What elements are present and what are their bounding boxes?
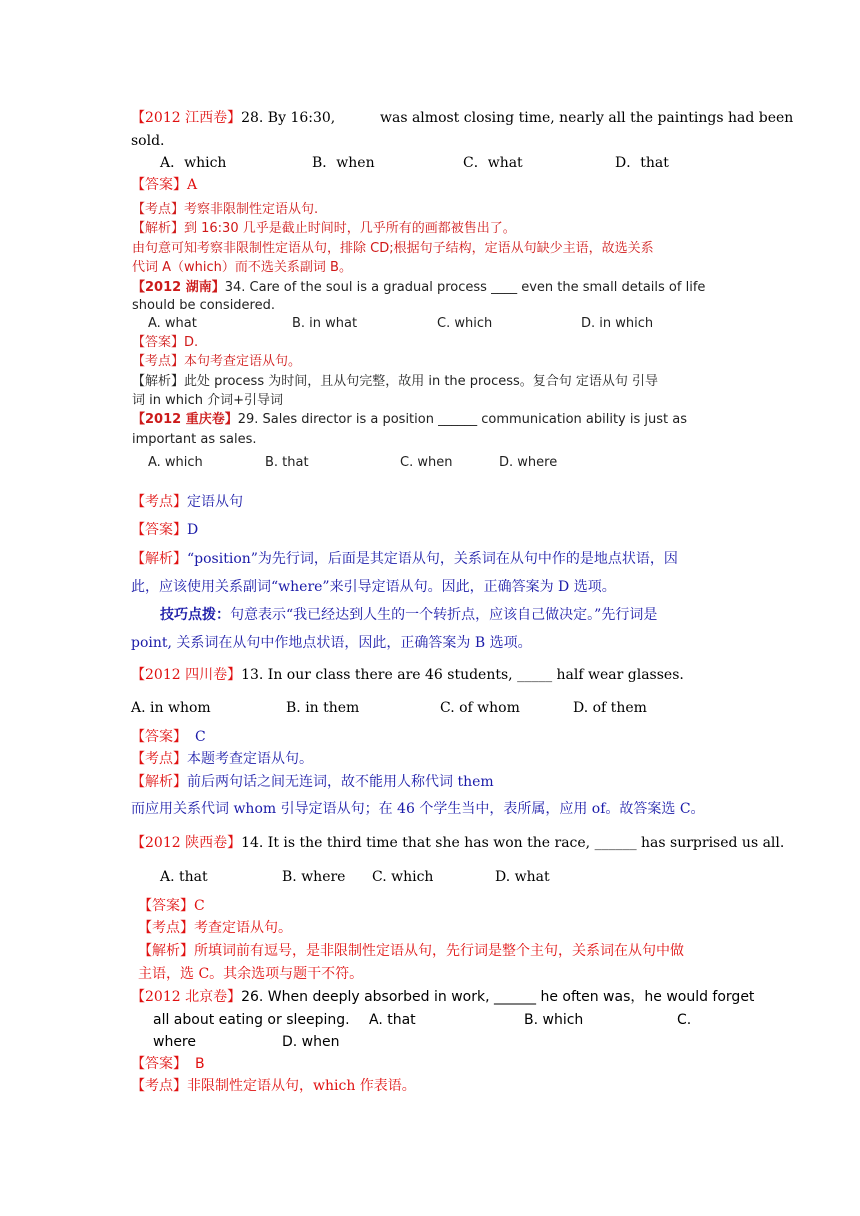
answer-label: 【答案】A (131, 177, 198, 193)
scan-chongqing-stem-cont: important as sales. (132, 432, 257, 447)
option-c: C. which (372, 869, 434, 885)
kaodian-tag: 【考点】 (131, 494, 187, 510)
q13-jiexi-cont: 而应用关系代词 whom 引导定语从句；在 46 个学生当中，表所属，应用 of。故答案选 C。 (131, 801, 705, 817)
option-d: D. when (282, 1034, 340, 1050)
scan-option-a: A. which (148, 455, 203, 470)
q14-jiexi: 【解析】所填词前有逗号，是非限制性定语从句，先行词是整个主句，关系词在从句中做 (138, 943, 684, 959)
question-28-stem (131, 109, 335, 127)
answer-tag: 【答案】 (131, 522, 187, 538)
scan-chongqing-stem (132, 411, 687, 429)
q13-jiexi (131, 773, 494, 791)
question-14-stem (131, 834, 784, 852)
q26-answer (131, 1055, 205, 1073)
option-b: B．when (312, 155, 375, 171)
scan-kaodian-2: 【考点】本句考查定语从句。 (132, 354, 302, 369)
option-d: D．that (615, 155, 669, 171)
stem-text: 29. Sales director is a position ______ communication ability is just as (237, 412, 687, 427)
tip-text: 句意表示“我已经达到人生的一个转折点，应该自己做决定。”先行词是 (230, 607, 658, 623)
option-d: D. of them (573, 700, 647, 716)
scan-option-a: A. what (148, 316, 197, 331)
source-tag: 【2012 北京卷】 (131, 989, 242, 1005)
answer-tag: 【答案】 (131, 729, 187, 745)
scanned-image-block (130, 196, 730, 478)
question-26-stem-cont: all about eating or sleeping. (153, 1012, 350, 1028)
answer-text: C (195, 729, 206, 745)
scan-option-d: D. in which (581, 316, 654, 331)
q13-answer (131, 728, 206, 746)
source-tag: 【2012 四川卷】 (131, 667, 242, 683)
scan-jiexi-line2: 由句意可知考察非限制性定语从句，排除 CD;根据句子结构，定语从句缺少主语，故选关系 (132, 241, 654, 256)
q29-answer (131, 521, 198, 539)
option-b: B. where (282, 869, 346, 885)
option-a: A. in whom (131, 700, 211, 716)
scan-jiexi: 【解析】到 16:30 几乎是截止时间时，几乎所有的画都被售出了。 (132, 221, 516, 236)
q14-jiexi-cont: 主语，选 C。其余选项与题干不符。 (138, 966, 364, 982)
kaodian-text: 本题考查定语从句。 (187, 751, 313, 767)
scan-option-b: B. in what (292, 316, 358, 331)
tip-tag: 技巧点拨： (160, 607, 230, 623)
scan-option-c: C. which (437, 316, 493, 331)
option-d: D. what (495, 869, 550, 885)
stem-part: 28. By 16:30, (241, 110, 336, 126)
kaodian-text: 定语从句 (187, 494, 243, 510)
question-26-stem (131, 988, 754, 1006)
stem-text: 26. When deeply absorbed in work, ______ he often was，he would forget (241, 989, 755, 1005)
q13-kaodian (131, 750, 313, 768)
question-28-stem-end: sold. (131, 133, 165, 149)
question-28-stem-cont: was almost closing time, nearly all the paintings had been (380, 110, 794, 126)
option-c: C. (677, 1012, 692, 1028)
q26-kaodian: 【考点】非限制性定语从句，which 作表语。 (131, 1078, 416, 1094)
stem-text: 34. Care of the soul is a gradual process ____ even the small details of life (224, 280, 706, 295)
jiexi-tag: 【解析】 (131, 551, 187, 567)
option-b: B. in them (286, 700, 360, 716)
jiexi-text: 前后两句话之间无连词，故不能用人称代词 them (187, 774, 494, 790)
option-c: C. of whom (440, 700, 520, 716)
q29-jiexi-cont: 此，应该使用关系副词“where”来引导定语从句。因此，正确答案为 D 选项。 (131, 579, 616, 595)
scan-option-d: D. where (499, 455, 558, 470)
option-c: C．what (463, 155, 523, 171)
question-13-stem (131, 666, 684, 684)
scan-kaodian: 【考点】考察非限制性定语从句. (132, 202, 319, 217)
option-a: A. that (369, 1012, 416, 1028)
answer-text: B (195, 1056, 205, 1072)
scan-jiexi-2-cont: 词 in which 介词+引导词 (132, 393, 284, 408)
option-a: A. that (160, 869, 208, 885)
q29-jiexi (131, 550, 678, 568)
answer-text: D (187, 522, 199, 538)
q29-tip-cont: point, 关系词在从句中作地点状语，因此，正确答案为 B 选项。 (131, 635, 532, 651)
jiexi-text: “position”为先行词，后面是其定语从句，关系词在从句中作的是地点状语，因 (187, 551, 678, 567)
q29-kaodian (131, 493, 243, 511)
scan-answer: 【答案】D. (132, 335, 199, 350)
option-c-cont: where (153, 1034, 196, 1050)
option-b: B. which (524, 1012, 584, 1028)
scan-hunan-stem (132, 279, 705, 297)
q14-kaodian: 【考点】考查定语从句。 (138, 920, 292, 936)
scan-option-c: C. when (400, 455, 453, 470)
stem-text: 13. In our class there are 46 students, _____ half wear glasses. (241, 667, 684, 683)
scan-jiexi-line3: 代词 A（which）而不选关系副词 B。 (132, 260, 352, 275)
source-tag: 【2012 重庆卷】 (132, 412, 238, 427)
q14-answer: 【答案】C (138, 898, 205, 914)
source-tag: 【2012 湖南】 (132, 280, 225, 295)
answer-tag: 【答案】 (131, 1056, 187, 1072)
stem-text: 14. It is the third time that she has won the race, ______ has surprised us all. (241, 835, 785, 851)
scan-hunan-stem-cont: should be considered. (132, 298, 275, 313)
scan-jiexi-2: 【解析】此处 process 为时间，且从句完整，故用 in the process。复合句 定语从句 引导 (132, 374, 659, 389)
source-tag: 【2012 陕西卷】 (131, 835, 242, 851)
source-tag: 【2012 江西卷】 (131, 110, 242, 126)
scan-option-b: B. that (265, 455, 309, 470)
jiexi-tag: 【解析】 (131, 774, 187, 790)
option-a: A．which (160, 155, 227, 171)
q29-tip (160, 606, 657, 624)
kaodian-tag: 【考点】 (131, 751, 187, 767)
